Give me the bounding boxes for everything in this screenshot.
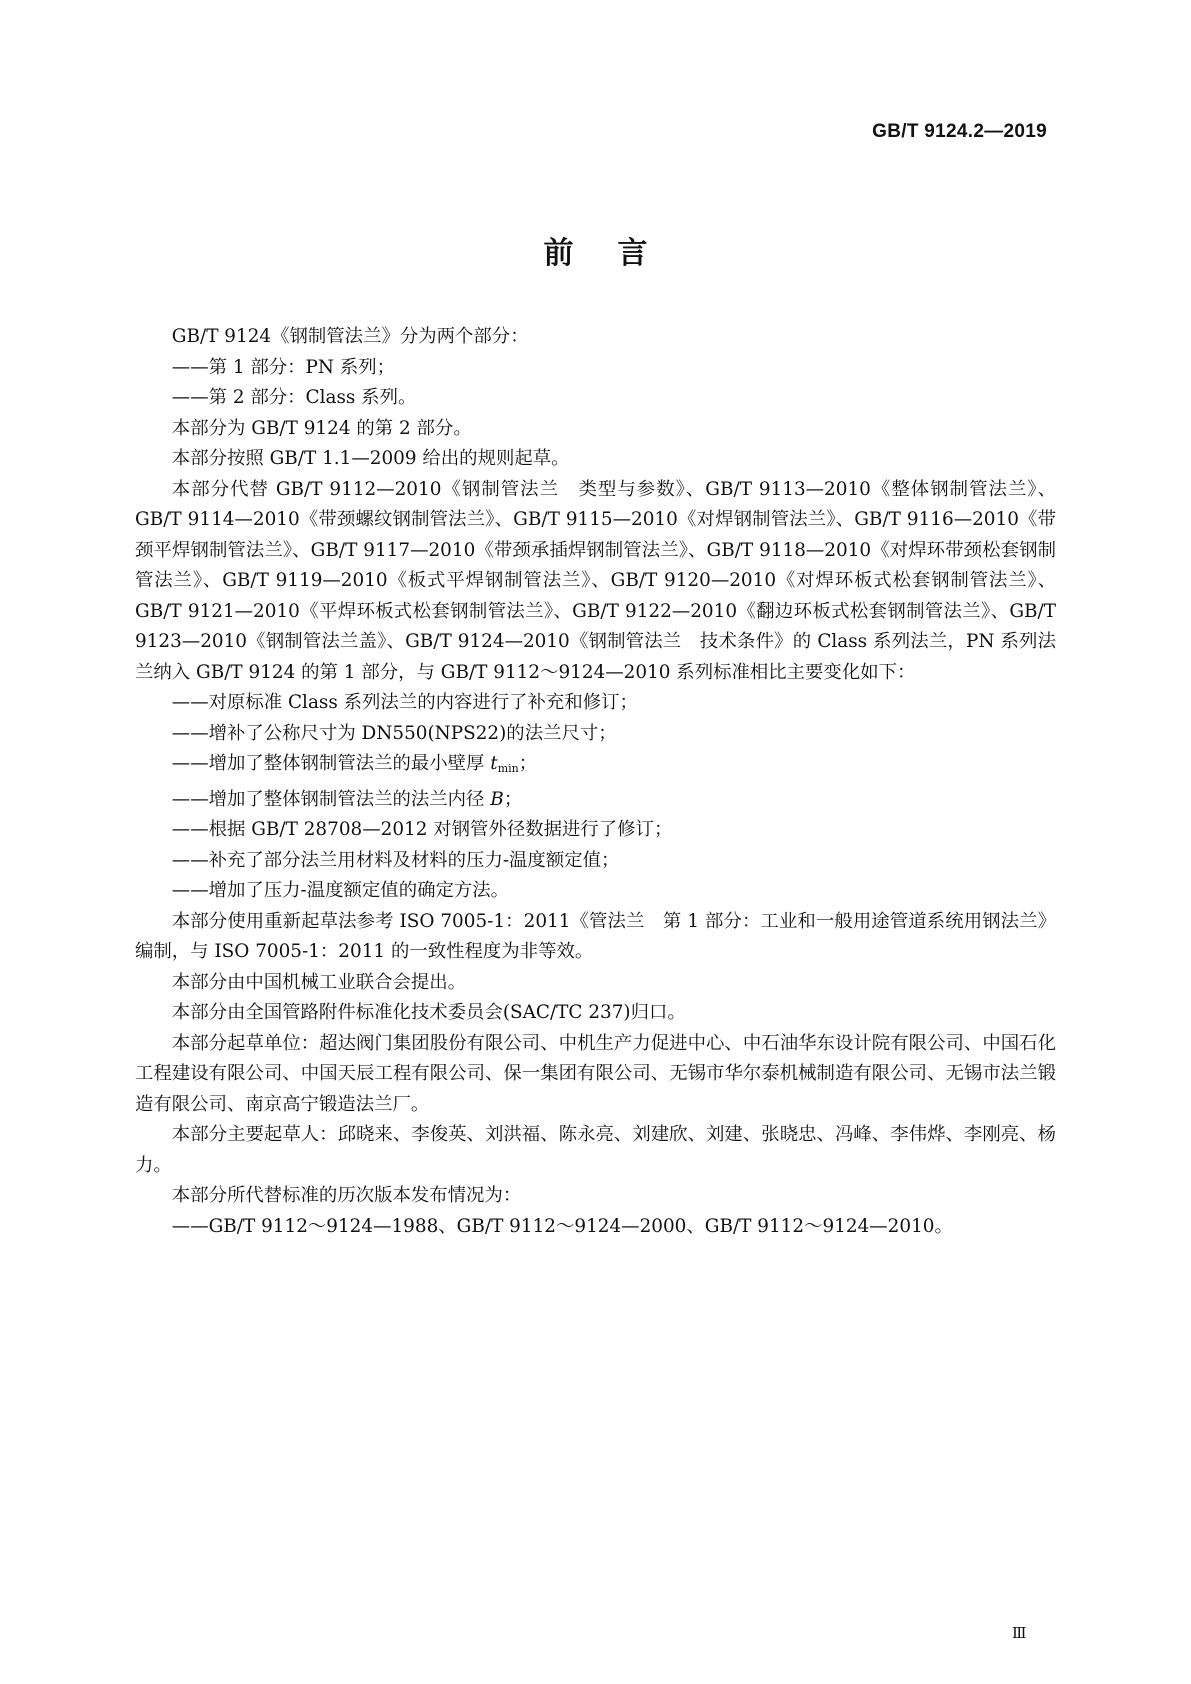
- foreword-body: [135, 322, 1056, 1242]
- list-item-change-6: ——补充了部分法兰用材料及材料的压力-温度额定值；: [171, 849, 620, 871]
- page-number: Ⅲ: [1012, 1624, 1027, 1642]
- change-3-prefix: ——增加了整体钢制管法兰的最小壁厚: [171, 753, 491, 774]
- change-4-suffix: ；: [503, 788, 523, 810]
- paragraph-history-intro: 本部分所代替标准的历次版本发布情况为：: [171, 1185, 522, 1206]
- list-item-change-4: [135, 785, 1056, 816]
- change-4-prefix: ——增加了整体钢制管法兰的法兰内径: [171, 788, 491, 810]
- symbol-t: t: [490, 753, 498, 774]
- list-item-change-3: [135, 749, 1056, 785]
- list-item-history: ——GB/T 9112～9124—1988、GB/T 9112～9124—2000、GB/T 9112～9124—2010。: [171, 1215, 953, 1237]
- symbol-b: B: [490, 788, 504, 810]
- page-title: 前言: [543, 236, 692, 271]
- list-item-part1: ——第 1 部分：PN 系列；: [171, 356, 396, 378]
- paragraph-this-part: 本部分为 GB/T 9124 的第 2 部分。: [171, 417, 472, 439]
- change-3-suffix: ；: [518, 753, 538, 774]
- standard-number: GB/T 9124.2—2019: [872, 121, 1047, 142]
- paragraph-drafting-units: 本部分起草单位：超达阀门集团股份有限公司、中机生产力促进中心、中石油华东设计院有限公司、中国石化工程建设有限公司、中国天辰工程有限公司、保一集团有限公司、无锡市华尔泰机械制造有限公司、无锡市法兰锻造有限公司、南京高宁锻造法兰厂。: [135, 1032, 1056, 1115]
- list-item-change-1: ——对原标准 Class 系列法兰的内容进行了补充和修订；: [171, 692, 638, 713]
- paragraph-parts-intro: GB/T 9124《钢制管法兰》分为两个部分：: [171, 326, 529, 347]
- paragraph-proposed-by: 本部分由中国机械工业联合会提出。: [171, 971, 467, 993]
- list-item-change-2: ——增补了公称尺寸为 DN550(NPS22)的法兰尺寸；: [171, 722, 617, 744]
- subscript-min: min: [497, 762, 519, 775]
- list-item-change-5: ——根据 GB/T 28708—2012 对钢管外径数据进行了修订；: [171, 819, 673, 840]
- list-item-change-7: ——增加了压力-温度额定值的确定方法。: [171, 880, 510, 901]
- paragraph-iso-reference: 本部分使用重新起草法参考 ISO 7005-1：2011《管法兰 第 1 部分：工业和一般用途管道系统用钢法兰》编制，与 ISO 7005-1：2011 的一致性程度为非等效。: [135, 910, 1056, 962]
- paragraph-managed-by: 本部分由全国管路附件标准化技术委员会(SAC/TC 237)归口。: [171, 1002, 686, 1023]
- paragraph-drafters: 本部分主要起草人：邱晓来、李俊英、刘洪福、陈永亮、刘建欣、刘建、张晓忠、冯峰、李伟烨、李刚亮、杨力。: [135, 1124, 1056, 1176]
- list-item-part2: ——第 2 部分：Class 系列。: [171, 387, 417, 408]
- paragraph-replaces: 本部分代替 GB/T 9112—2010《钢制管法兰 类型与参数》、GB/T 9113—2010《整体钢制管法兰》、GB/T 9114—2010《带颈螺纹钢制管法兰》、GB/T 9115—2010《对焊钢制管法兰》、GB/T 9116—2010《带颈平焊钢制管法兰》、GB/T 9117—2010《带颈承插焊钢制管法兰》、GB/T 9118—2010《对焊环带颈松套钢制管法兰》、GB/T 9119—2010《板式平焊钢制管法兰》、GB/T 9120—2010《对焊环板式松套钢制管法兰》、GB/T 9121—2010《平焊环板式松套钢制管法兰》、GB/T 9122—2010《翻边环板式松套钢制管法兰》、GB/T 9123—2010《钢制管法兰盖》、GB/T 9124—2010《钢制管法兰 技术条件》的 Class 系列法兰，PN 系列法兰纳入 GB/T 9124 的第 1 部分，与 GB/T 9112～9124—2010 系列标准相比主要变化如下：: [135, 478, 1056, 683]
- paragraph-drafting-rules: 本部分按照 GB/T 1.1—2009 给出的规则起草。: [171, 448, 570, 469]
